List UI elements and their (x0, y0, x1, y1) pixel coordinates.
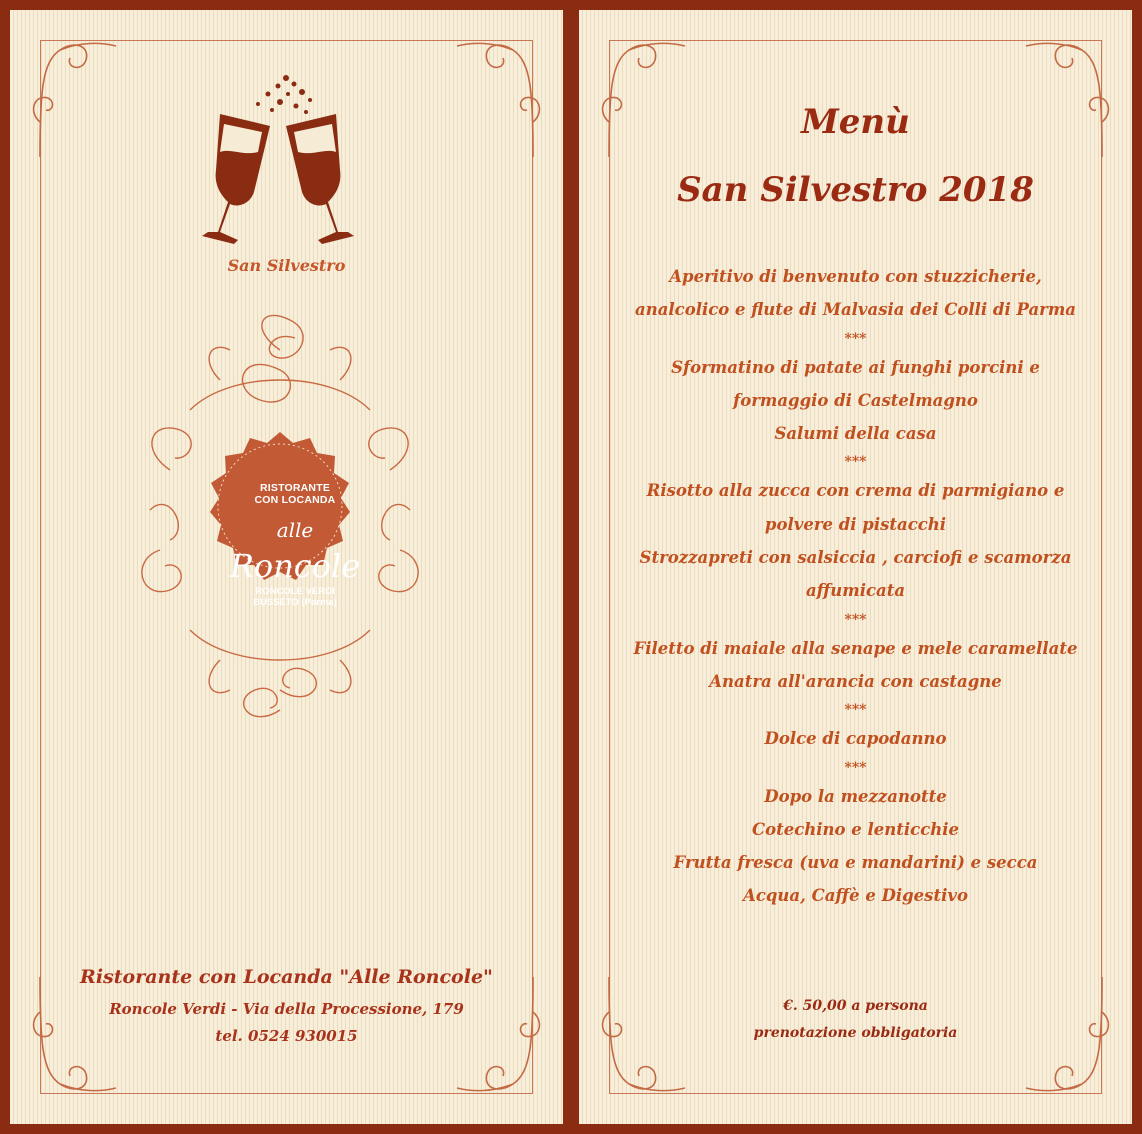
menu-item: Filetto di maiale alla senape e mele caramellate (633, 638, 1078, 658)
restaurant-phone: tel. 0524 930015 (215, 1027, 358, 1045)
menu-item: formaggio di Castelmagno (733, 390, 978, 410)
corner-ornament-icon (30, 32, 120, 162)
menu-panel (571, 0, 1142, 1134)
menu-item: Anatra all'arancia con castagne (709, 671, 1002, 691)
course-separator: *** (844, 611, 867, 628)
menu-item: polvere di pistacchi (764, 514, 947, 534)
course-separator: *** (844, 759, 867, 776)
logo-text (210, 482, 380, 608)
menu-item: Dolce di capodanno (764, 729, 947, 749)
menu-item: Salumi della casa (774, 424, 937, 444)
menu-subtitle: San Silvestro 2018 (677, 170, 1034, 210)
corner-ornament-icon (453, 32, 543, 162)
course-separator: *** (844, 330, 867, 347)
champagne-toast-icon (198, 72, 358, 244)
menu-item: Acqua, Caffè e Digestivo (743, 886, 968, 906)
logo-name-main: Roncole (229, 547, 361, 585)
menu-item: Frutta fresca (uva e mandarini) e secca (673, 853, 1038, 873)
logo-line1: RISTORANTE (259, 482, 331, 494)
menu-item: analcolico e flute di Malvasia dei Colli di Parma (635, 300, 1076, 320)
restaurant-name: Ristorante con Locanda "Alle Roncole" (80, 966, 493, 988)
menu-item: Dopo la mezzanotte (764, 786, 947, 806)
menu-title: Menù (801, 102, 910, 142)
logo-addr2: BUSSETO (Parma) (253, 597, 337, 608)
menu-item: Cotechino e lenticchie (751, 819, 960, 839)
restaurant-address: Roncole Verdi - Via della Processione, 179 (109, 1000, 464, 1018)
cover-paper (10, 10, 563, 1124)
menu-item: Aperitivo di benvenuto con stuzzicherie, (669, 267, 1042, 286)
menu-item: Strozzapreti con salsiccia , carciofi e scamorza (639, 548, 1072, 568)
reservation-note: prenotazione obbligatoria (753, 1025, 958, 1041)
menu-item: Sformatino di patate ai funghi porcini e (671, 357, 1040, 377)
corner-ornament-icon (1022, 32, 1112, 162)
menu-item: Risotto alla zucca con crema di parmigiano e (646, 481, 1065, 501)
menu-price: €. 50,00 a persona (783, 998, 928, 1014)
logo-name (210, 508, 380, 584)
logo-addr1: RONCOLE VERDI (255, 586, 335, 597)
logo-name-top: alle (276, 518, 314, 542)
menu-paper (579, 10, 1132, 1124)
course-separator: *** (844, 702, 867, 719)
menu-course-list (599, 260, 1112, 913)
corner-ornament-icon (599, 32, 689, 162)
logo-line2: CON LOCANDA (254, 494, 336, 506)
course-separator: *** (844, 454, 867, 471)
cover-label: San Silvestro (227, 256, 346, 275)
menu-item: affumicata (805, 581, 906, 601)
